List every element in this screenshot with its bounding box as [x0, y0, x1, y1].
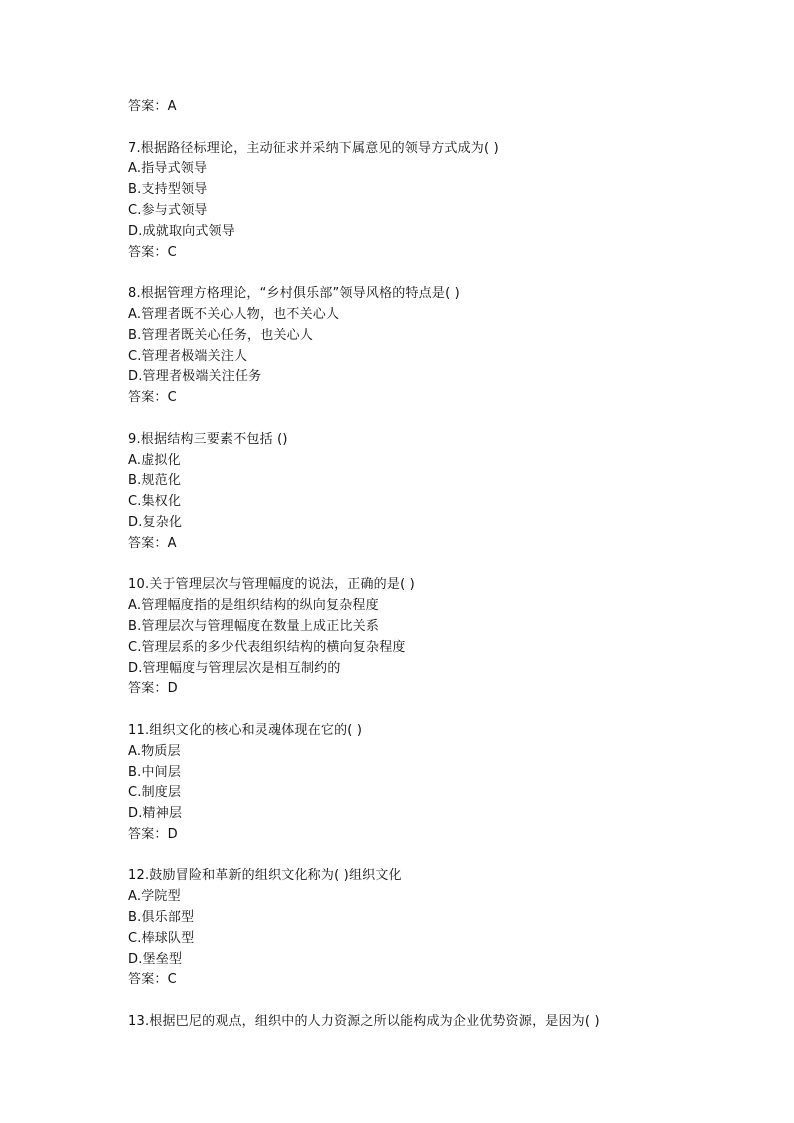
option-b: B.支持型领导 — [128, 182, 208, 198]
spacer — [128, 991, 748, 1012]
question-stem: 11.组织文化的核心和灵魂体现在它的( ) — [128, 722, 363, 738]
spacer — [128, 555, 748, 576]
answer-line: 答案：A — [128, 99, 177, 114]
option-d: D.管理幅度与管理层次是相互制约的 — [128, 660, 341, 676]
option-a: A.物质层 — [128, 743, 181, 759]
option-b: B.管理者既关心任务，也关心人 — [128, 327, 314, 343]
spacer — [128, 263, 748, 284]
question-stem: 10.关于管理层次与管理幅度的说法，正确的是( ) — [128, 577, 415, 593]
option-d: D.复杂化 — [128, 514, 183, 530]
answer-line: 答案：C — [128, 972, 177, 988]
option-a: A.学院型 — [128, 889, 181, 905]
question-stem: 9.根据结构三要素不包括 () — [128, 431, 288, 447]
answer-line: 答案：C — [128, 244, 177, 260]
option-d: D.精神层 — [128, 806, 183, 822]
question-stem: 7.根据路径标理论，主动征求并采纳下属意见的领导方式成为( ) — [128, 140, 499, 156]
answer-line: 答案：C — [128, 390, 177, 406]
option-b: B.管理层次与管理幅度在数量上成正比关系 — [128, 618, 380, 634]
question-stem: 13.根据巴尼的观点，组织中的人力资源之所以能构成为企业优势资源，是因为( ) — [128, 1014, 600, 1030]
option-a: A.虚拟化 — [128, 452, 181, 468]
spacer — [128, 700, 748, 721]
option-c: C.制度层 — [128, 785, 182, 801]
option-c: C.棒球队型 — [128, 930, 195, 946]
question-list — [128, 97, 748, 1033]
spacer — [128, 118, 748, 139]
option-c: C.管理层系的多少代表组织结构的横向复杂程度 — [128, 639, 406, 655]
answer-line: 答案：D — [128, 826, 178, 842]
option-b: B.规范化 — [128, 473, 182, 489]
spacer — [128, 846, 748, 867]
answer-line: 答案：A — [128, 535, 177, 551]
option-d: D.成就取向式领导 — [128, 223, 235, 239]
option-c: C.参与式领导 — [128, 202, 208, 218]
option-c: C.管理者极端关注人 — [128, 348, 248, 364]
option-d: D.管理者极端关注任务 — [128, 369, 262, 385]
option-b: B.中间层 — [128, 764, 182, 780]
option-b: B.俱乐部型 — [128, 910, 195, 926]
option-d: D.堡垒型 — [128, 951, 183, 967]
option-c: C.集权化 — [128, 494, 182, 510]
option-a: A.管理幅度指的是组织结构的纵向复杂程度 — [128, 598, 379, 614]
question-stem: 12.鼓励冒险和革新的组织文化称为( )组织文化 — [128, 868, 402, 884]
option-a: A.指导式领导 — [128, 161, 208, 177]
question-stem: 8.根据管理方格理论，“乡村俱乐部”领导风格的特点是( ) — [128, 286, 460, 302]
answer-line: 答案：D — [128, 681, 178, 697]
option-a: A.管理者既不关心人物，也不关心人 — [128, 306, 340, 322]
spacer — [128, 409, 748, 430]
